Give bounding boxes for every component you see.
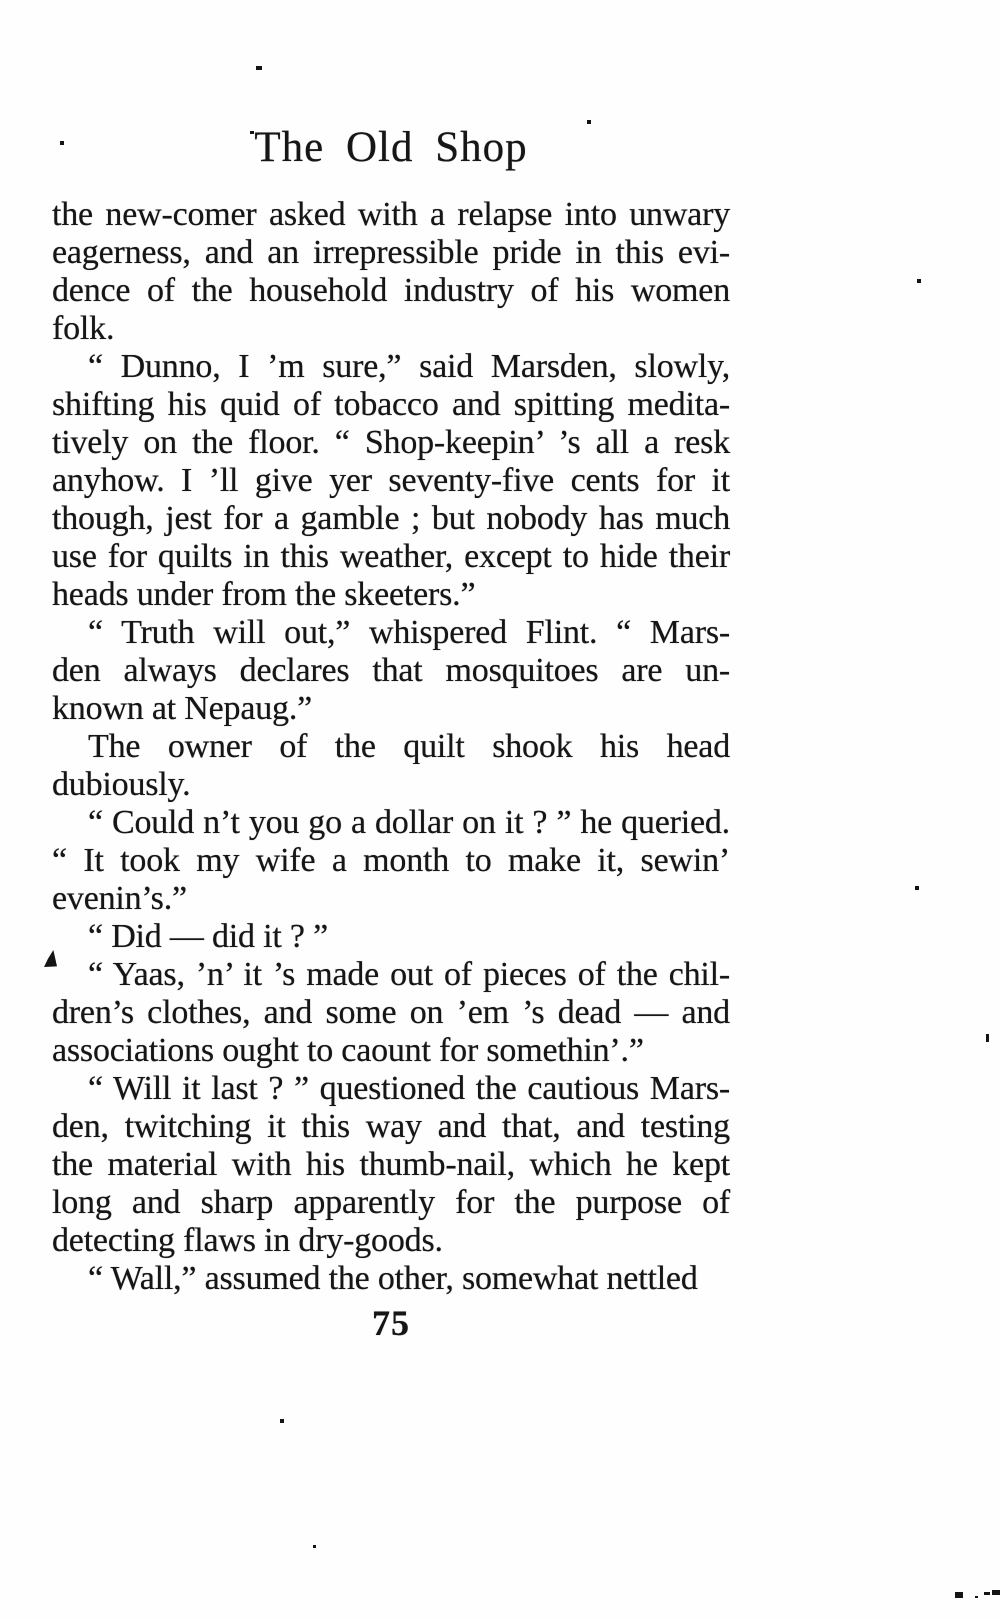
- text-line: the material with his thumb-nail, which he kept: [52, 1146, 730, 1183]
- ink-speck: [955, 1592, 963, 1598]
- text-line: the new-comer asked with a relapse into unwary: [52, 196, 730, 233]
- text-line: heads under from the skeeters.”: [52, 576, 476, 613]
- text-line: “ Will it last ? ” questioned the cautious Mars-: [88, 1070, 730, 1107]
- ink-speck: [986, 1034, 989, 1042]
- text-line: detecting flaws in dry-goods.: [52, 1222, 443, 1259]
- text-line: use for quilts in this weather, except to hide their: [52, 538, 730, 575]
- text-line: though, jest for a gamble ; but nobody has much: [52, 500, 730, 537]
- ink-speck: [984, 1592, 990, 1595]
- ink-speck: [915, 886, 919, 890]
- ink-speck: [256, 66, 262, 70]
- text-line: “ It took my wife a month to make it, sewin’: [52, 842, 730, 879]
- text-line: den always declares that mosquitoes are un-: [52, 652, 730, 689]
- text-line: long and sharp apparently for the purpose of: [52, 1184, 730, 1221]
- page-title: The Old Shop: [254, 124, 528, 171]
- ink-speck: [917, 279, 921, 283]
- ink-speck: [250, 131, 254, 134]
- text-line: The owner of the quilt shook his head: [88, 728, 730, 765]
- text-line: “ Dunno, I ’m sure,” said Marsden, slowly,: [88, 348, 730, 385]
- ink-speck: [280, 1419, 284, 1423]
- ink-speck: [313, 1545, 316, 1548]
- text-line: evenin’s.”: [52, 880, 187, 917]
- text-line: “ Did — did it ? ”: [88, 918, 329, 955]
- page-number: 75: [372, 1303, 410, 1343]
- text-line: “ Truth will out,” whispered Flint. “ Mars-: [88, 614, 730, 651]
- text-line: shifting his quid of tobacco and spitting medita-: [52, 386, 730, 423]
- page-text: [52, 196, 730, 1298]
- text-line: “ Could n’t you go a dollar on it ? ” he queried.: [88, 804, 730, 841]
- text-line: dren’s clothes, and some on ’em ’s dead — and: [52, 994, 730, 1031]
- text-line: eagerness, and an irrepressible pride in this evi-: [52, 234, 730, 271]
- text-line: “ Wall,” assumed the other, somewhat nettled: [88, 1260, 698, 1297]
- ink-speck: [60, 141, 64, 145]
- text-line: dubiously.: [52, 766, 191, 803]
- text-line: dence of the household industry of his women: [52, 272, 730, 309]
- text-line: associations ought to caount for somethin’.”: [52, 1032, 644, 1069]
- text-line: den, twitching it this way and that, and testing: [52, 1108, 730, 1145]
- ink-speck: [992, 1590, 1000, 1595]
- ink-speck: [587, 120, 591, 124]
- text-line: “ Yaas, ’n’ it ’s made out of pieces of the chil-: [88, 956, 730, 993]
- text-line: folk.: [52, 310, 115, 347]
- text-line: tively on the floor. “ Shop-keepin’ ’s all a resk: [52, 424, 730, 461]
- text-line: anyhow. I ’ll give yer seventy-five cents for it: [52, 462, 730, 499]
- text-line: known at Nepaug.”: [52, 690, 313, 727]
- ink-speck: [975, 1596, 978, 1598]
